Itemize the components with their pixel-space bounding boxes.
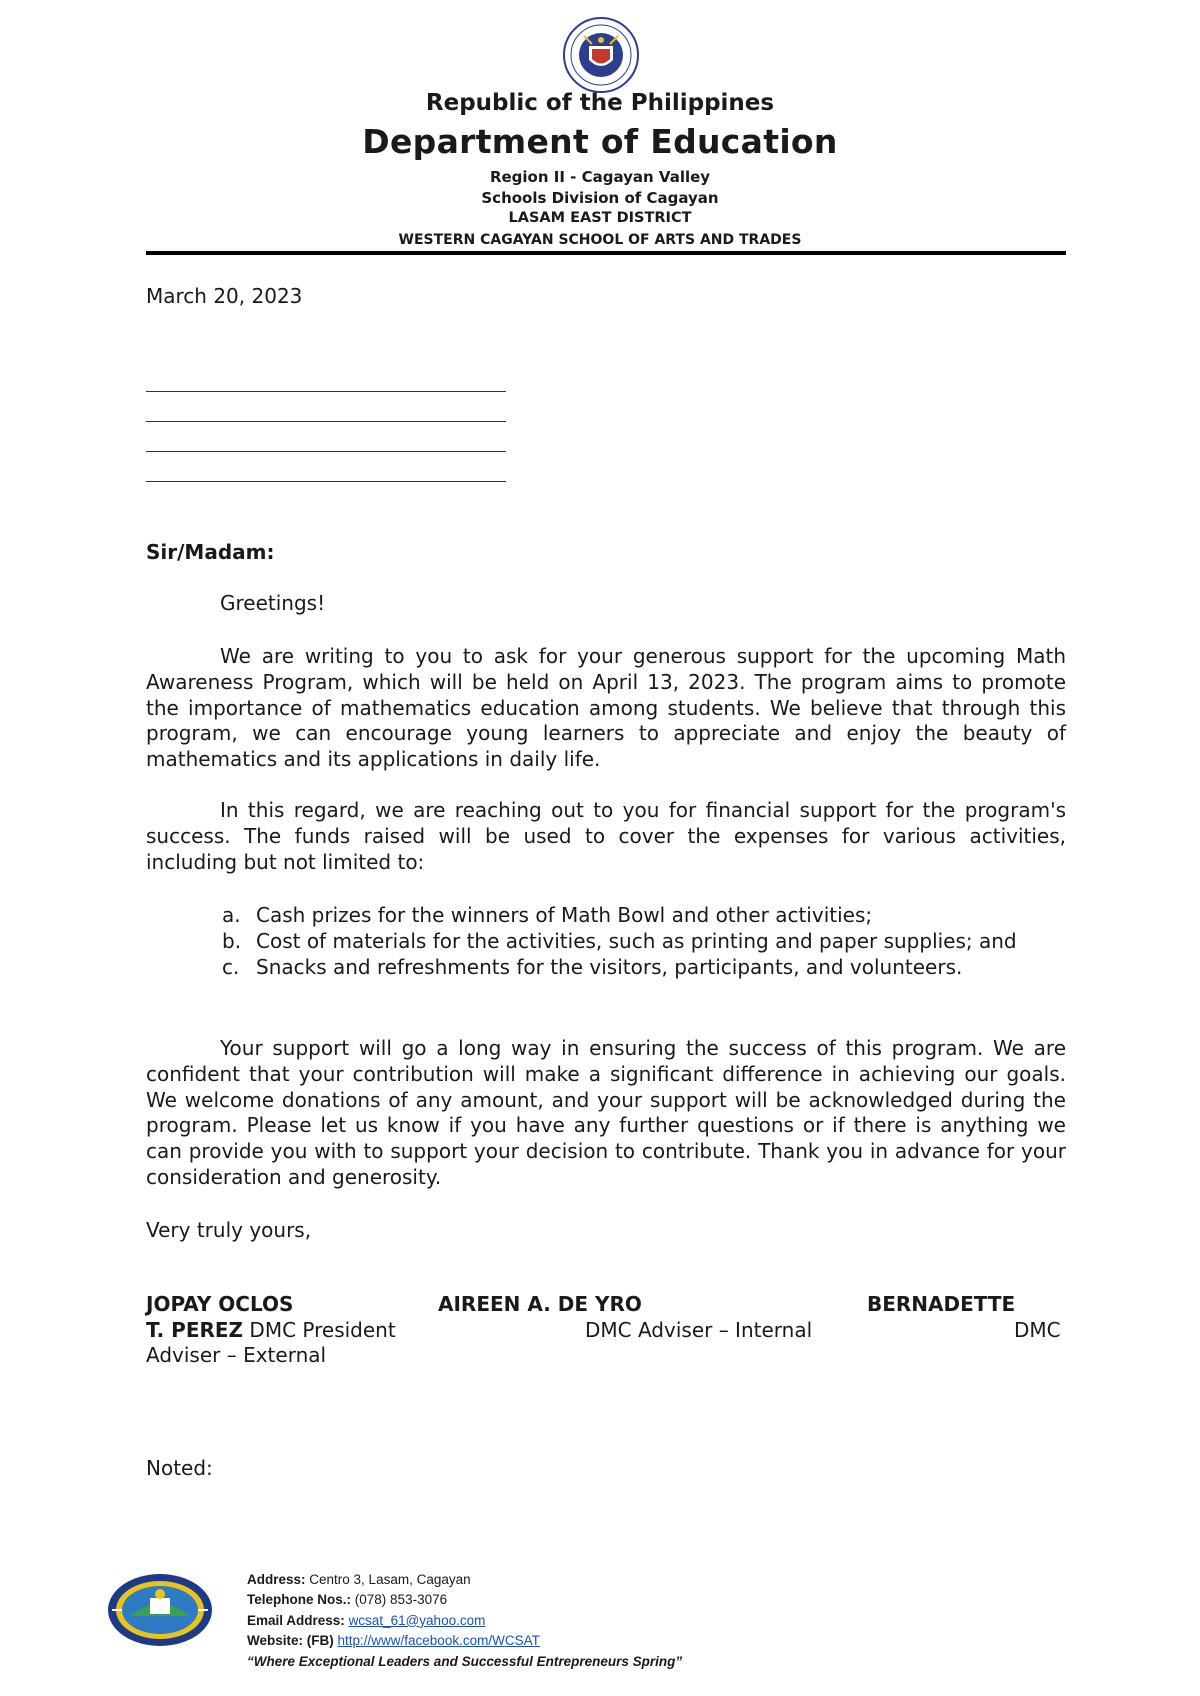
- recipient-blank-line: [146, 451, 506, 452]
- paragraph-1-text: We are writing to you to ask for your generous support for the upcoming Math Awareness Program, which will be held on April 13, 2023. The program aims to promote the importance of mathematics education among students. We believe that through this program, we can encourage young learners to appreciate and enjoy the beauty of mathematics and its applications in daily life.: [146, 644, 1066, 772]
- signatory-line-2: [146, 1318, 396, 1344]
- noted-label: Noted:: [146, 1456, 213, 1480]
- school-line: WESTERN CAGAYAN SCHOOL OF ARTS AND TRADES: [398, 232, 802, 248]
- expense-list: [222, 902, 1066, 980]
- recipient-blank-line: [146, 421, 506, 422]
- footer-website: [247, 1631, 682, 1651]
- list-item-text: Cash prizes for the winners of Math Bowl and other activities;: [256, 903, 873, 927]
- list-item-text: Cost of materials for the activities, such as printing and paper supplies; and: [256, 929, 1017, 953]
- paragraph-2: [146, 798, 1066, 875]
- signatory-3-role: DMC: [1014, 1318, 1061, 1342]
- signatory-3-name: BERNADETTE: [867, 1292, 1016, 1316]
- phone-value: (078) 853-3076: [354, 1592, 448, 1608]
- signatory-3-name-continued: T. PEREZ: [146, 1318, 244, 1342]
- list-item: [222, 902, 1066, 928]
- school-motto: “Where Exceptional Leaders and Successful Entrepreneurs Spring”: [247, 1653, 683, 1669]
- email-label: Email Address:: [247, 1612, 345, 1628]
- recipient-blank-line: [146, 481, 506, 482]
- footer-email: [247, 1611, 682, 1631]
- letter-date: March 20, 2023: [146, 284, 303, 308]
- district-line: LASAM EAST DISTRICT: [508, 210, 692, 226]
- greeting: Greetings!: [220, 591, 326, 615]
- paragraph-3: [146, 1036, 1066, 1191]
- school-seal-icon: [106, 1572, 214, 1648]
- header-divider: [146, 251, 1066, 255]
- address-value: Centro 3, Lasam, Cagayan: [309, 1572, 471, 1587]
- signatory-1-role: DMC President: [249, 1318, 396, 1342]
- signatory-2-role: DMC Adviser – Internal: [585, 1318, 813, 1342]
- paragraph-1: [146, 644, 1066, 773]
- region-line: Region II - Cagayan Valley: [489, 168, 711, 186]
- list-item-text: Snacks and refreshments for the visitors, participants, and volunteers.: [256, 955, 963, 979]
- footer-contact: [247, 1570, 682, 1672]
- footer-address: [247, 1570, 682, 1590]
- footer-phone: [247, 1590, 682, 1610]
- republic-heading: Republic of the Philippines: [425, 90, 775, 116]
- phone-label: Telephone Nos.:: [247, 1592, 352, 1608]
- department-heading: Department of Education: [362, 122, 838, 161]
- list-item: [222, 928, 1066, 954]
- recipient-blank-line: [146, 391, 506, 392]
- deped-seal-icon: [562, 16, 640, 94]
- salutation: Sir/Madam:: [146, 540, 275, 564]
- paragraph-3-text: Your support will go a long way in ensuring the success of this program. We are confident that your contribution will make a significant difference in achieving our goals. We welcome donations of any amount, and your support will be acknowledged during the program. Please let us know if you have any further questions or if there is anything we can provide you with to support your decision to contribute. Thank you in advance for your consideration and generosity.: [146, 1036, 1066, 1189]
- list-marker: a.: [222, 903, 241, 927]
- address-label: Address:: [247, 1572, 306, 1587]
- signatory-3-role-continued: Adviser – External: [146, 1343, 327, 1367]
- division-line: Schools Division of Cagayan: [481, 189, 719, 207]
- closing: Very truly yours,: [146, 1218, 312, 1242]
- website-label: Website: (FB): [247, 1633, 334, 1649]
- signatory-1-name: JOPAY OCLOS: [146, 1292, 294, 1316]
- list-marker: c.: [222, 955, 240, 979]
- website-link[interactable]: http://www/facebook.com/WCSAT: [337, 1633, 540, 1649]
- list-marker: b.: [222, 929, 242, 953]
- paragraph-2-text: In this regard, we are reaching out to you for financial support for the program's success. The funds raised will be used to cover the expenses for various activities, including but not limited to:: [146, 798, 1066, 874]
- signatory-2-name: AIREEN A. DE YRO: [438, 1292, 642, 1316]
- email-link[interactable]: wcsat_61@yahoo.com: [348, 1612, 486, 1628]
- list-item: [222, 954, 1066, 980]
